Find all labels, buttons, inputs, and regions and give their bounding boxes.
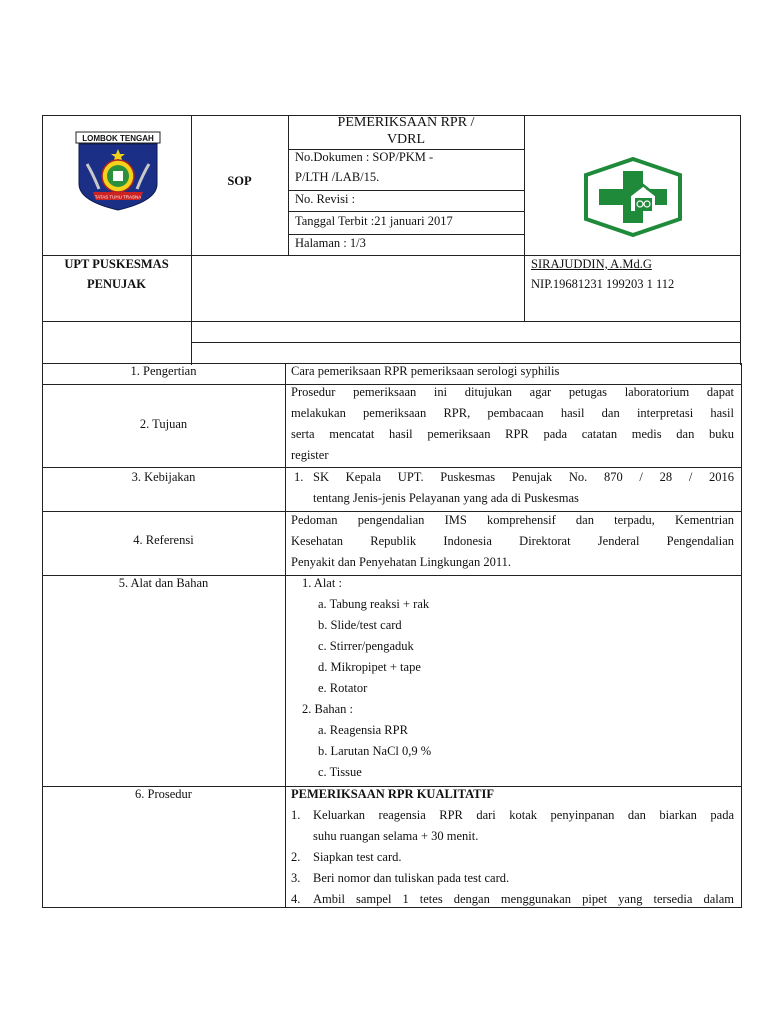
bahan-item: c. Tissue (318, 765, 362, 779)
alat-item: a. Tabung reaksi + rak (318, 597, 430, 611)
prosedur-step-number: 4. (291, 892, 301, 906)
prosedur-step-line: Siapkan test card. (313, 850, 402, 864)
alat-heading: 1. Alat : (302, 576, 342, 590)
header-row-empty (191, 342, 741, 343)
alat-item: b. Slide/test card (318, 618, 402, 632)
referensi-line: Penyakit dan Penyehatan Lingkungan 2011. (291, 555, 511, 569)
document-title-line2: VDRL (386, 132, 426, 147)
tujuan-line: Prosedur pemeriksaan ini ditujukan agar petugas laboratorium dapat (291, 385, 734, 399)
referensi-line: Kesehatan Republik Indonesia Direktorat Jenderal Pengendalian (291, 534, 734, 548)
signer-name: SIRAJUDDIN, A.Md.G (531, 257, 652, 271)
tujuan-line: register (291, 448, 329, 462)
prosedur-step-line: Beri nomor dan tuliskan pada test card. (313, 871, 510, 885)
pengertian-label: 1. Pengertian (130, 364, 197, 378)
tujuan-line: serta mencatat hasil pemeriksaan RPR pada catatan medis dan buku (291, 427, 734, 441)
header-col-divider-3 (524, 115, 525, 321)
alat-item: c. Stirrer/pengaduk (318, 639, 414, 653)
header-left-border (42, 115, 43, 365)
document-title-line1: PEMERIKSAAN RPR / (337, 115, 475, 130)
kebijakan-label: 3. Kebijakan (131, 470, 196, 484)
logo-banner-text: LOMBOK TENGAH (82, 134, 154, 143)
no-dokumen-line1: No.Dokumen : SOP/PKM - (295, 150, 434, 164)
header-right-border (740, 115, 741, 365)
prosedur-heading: PEMERIKSAAN RPR KUALITATIF (291, 787, 495, 801)
alat-bahan-label: 5. Alat dan Bahan (118, 576, 209, 590)
bahan-heading: 2. Bahan : (302, 702, 354, 716)
header-row-unit (42, 321, 741, 322)
logo-motto-text: TATAS TUHU TRASNA (94, 194, 142, 200)
prosedur-step-number: 2. (291, 850, 301, 864)
referensi-line: Pedoman pengendalian IMS komprehensif dan terpadu, Kementrian (291, 513, 734, 527)
halaman: Halaman : 1/3 (295, 236, 366, 250)
body-right-border (741, 363, 742, 907)
referensi-label: 4. Referensi (133, 533, 194, 547)
prosedur-label: 6. Prosedur (135, 787, 192, 801)
signer-nip: NIP.19681231 199203 1 112 (531, 277, 675, 291)
no-revisi: No. Revisi : (295, 192, 356, 206)
no-dokumen-line2: P/LTH /LAB/15. (295, 170, 380, 184)
body-col-divider (285, 363, 286, 907)
tujuan-label: 2. Tujuan (139, 417, 188, 431)
tujuan-line: melakukan pemeriksaan RPR, pembacaan hasil dan interpretasi hasil (291, 406, 734, 420)
kebijakan-line1: SK Kepala UPT. Puskesmas Penujak No. 870 / 28 / 2016 (313, 470, 734, 484)
unit-name-line1: UPT PUSKESMAS (64, 257, 169, 271)
bahan-item: b. Larutan NaCl 0,9 % (318, 744, 432, 758)
puskesmas-logo (583, 156, 683, 238)
regional-logo (73, 129, 163, 213)
sop-label: SOP (227, 174, 252, 188)
prosedur-step-line: suhu ruangan selama + 30 menit. (313, 829, 479, 843)
tanggal-terbit: Tanggal Terbit :21 januari 2017 (295, 214, 453, 228)
kebijakan-number: 1. (294, 470, 304, 484)
kebijakan-line2: tentang Jenis-jenis Pelayanan yang ada di Puskesmas (313, 491, 579, 505)
pengertian-text: Cara pemeriksaan RPR pemeriksaan serologi syphilis (291, 364, 560, 378)
header-col-divider-1 (191, 115, 192, 365)
unit-name-line2: PENUJAK (86, 277, 147, 291)
alat-item: e. Rotator (318, 681, 368, 695)
prosedur-step-line: Ambil sampel 1 tetes dengan menggunakan pipet yang tersedia dalam (313, 892, 734, 906)
bahan-item: a. Reagensia RPR (318, 723, 408, 737)
prosedur-step-line: Keluarkan reagensia RPR dari kotak penyinpanan dan biarkan pada (313, 808, 734, 822)
body-left-border (42, 363, 43, 907)
prosedur-step-number: 1. (291, 808, 301, 822)
alat-item: d. Mikropipet + tape (318, 660, 421, 674)
prosedur-step-number: 3. (291, 871, 301, 885)
